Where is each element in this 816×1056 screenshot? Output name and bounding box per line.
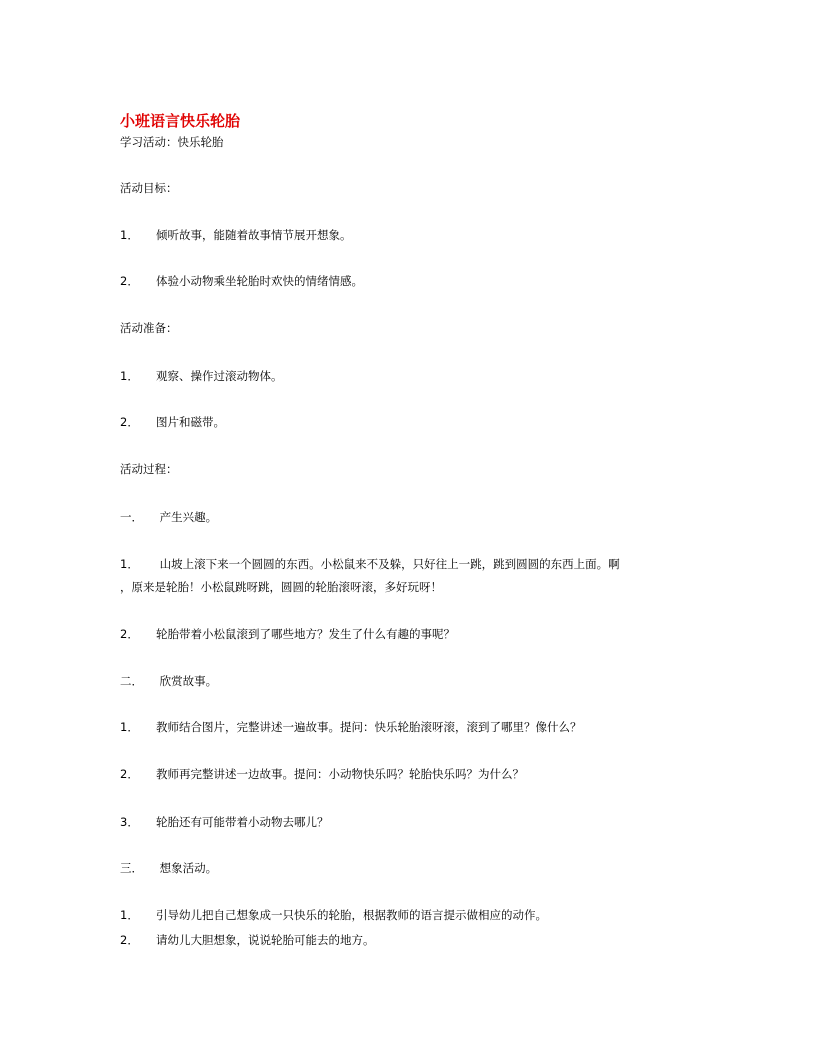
section-2-item-2-number: 2． [120, 767, 139, 781]
section-1-heading [120, 509, 217, 525]
section-1-item-2-number: 2． [120, 627, 139, 641]
section-1-item-1-line-2: ，原来是轮胎！小松鼠跳呀跳，圆圆的轮胎滚呀滚，多好玩呀！ [120, 580, 442, 594]
section-1-number: 一． [120, 510, 143, 524]
prep-item-1-text: 观察、操作过滚动物体。 [156, 369, 283, 383]
goal-item-2 [120, 273, 363, 289]
section-2-item-2-text: 教师再完整讲述一边故事。提问：小动物快乐吗？轮胎快乐吗？为什么？ [156, 767, 524, 781]
section-2-item-1-number: 1． [120, 720, 139, 734]
prep-item-2 [120, 414, 225, 430]
section-2-item-3-text: 轮胎还有可能带着小动物去哪儿？ [156, 815, 329, 829]
section-3-item-1-number: 1． [120, 908, 139, 922]
prep-item-2-text: 图片和磁带。 [156, 415, 225, 429]
goals-heading: 活动目标： [120, 181, 178, 195]
section-2-item-3 [120, 814, 329, 830]
section-2-item-1-text: 教师结合图片，完整讲述一遍故事。提问：快乐轮胎滚呀滚，滚到了哪里？像什么？ [156, 720, 582, 734]
prep-item-2-number: 2． [120, 415, 139, 429]
section-3-number: 三． [120, 861, 143, 875]
section-1-item-1-text-1: 山坡上滚下来一个圆圆的东西。小松鼠来不及躲，只好往上一跳，跳到圆圆的东西上面。啊 [156, 557, 620, 571]
goal-item-1-number: 1． [120, 228, 139, 242]
document-title: 小班语言快乐轮胎 [120, 112, 241, 130]
section-3-item-2-number: 2． [120, 933, 139, 947]
prep-item-1-number: 1． [120, 369, 139, 383]
process-heading: 活动过程： [120, 462, 178, 476]
section-1-item-2 [120, 626, 455, 642]
section-2-item-1 [120, 719, 582, 735]
section-2-title: 欣赏故事。 [156, 674, 218, 688]
subtitle: 学习活动：快乐轮胎 [120, 135, 224, 149]
section-2-item-2 [120, 766, 524, 782]
prep-heading: 活动准备： [120, 321, 178, 335]
section-2-number: 二． [120, 674, 143, 688]
prep-item-1 [120, 368, 283, 384]
section-1-item-2-text: 轮胎带着小松鼠滚到了哪些地方？发生了什么有趣的事呢？ [156, 627, 455, 641]
goal-item-2-text: 体验小动物乘坐轮胎时欢快的情绪情感。 [156, 274, 363, 288]
section-3-item-1-text: 引导幼儿把自己想象成一只快乐的轮胎，根据教师的语言提示做相应的动作。 [156, 908, 547, 922]
section-3-title: 想象活动。 [156, 861, 218, 875]
section-1-item-1-line-1 [120, 556, 620, 572]
section-3-item-1 [120, 907, 547, 923]
section-2-heading [120, 673, 217, 689]
goal-item-1-text: 倾听故事，能随着故事情节展开想象。 [156, 228, 352, 242]
section-1-item-1-number: 1． [120, 557, 139, 571]
section-2-item-3-number: 3． [120, 815, 139, 829]
section-3-heading [120, 860, 217, 876]
section-1-title: 产生兴趣。 [156, 510, 218, 524]
goal-item-1 [120, 227, 352, 243]
section-3-item-2-text: 请幼儿大胆想象，说说轮胎可能去的地方。 [156, 933, 375, 947]
section-3-item-2 [120, 932, 375, 948]
goal-item-2-number: 2． [120, 274, 139, 288]
